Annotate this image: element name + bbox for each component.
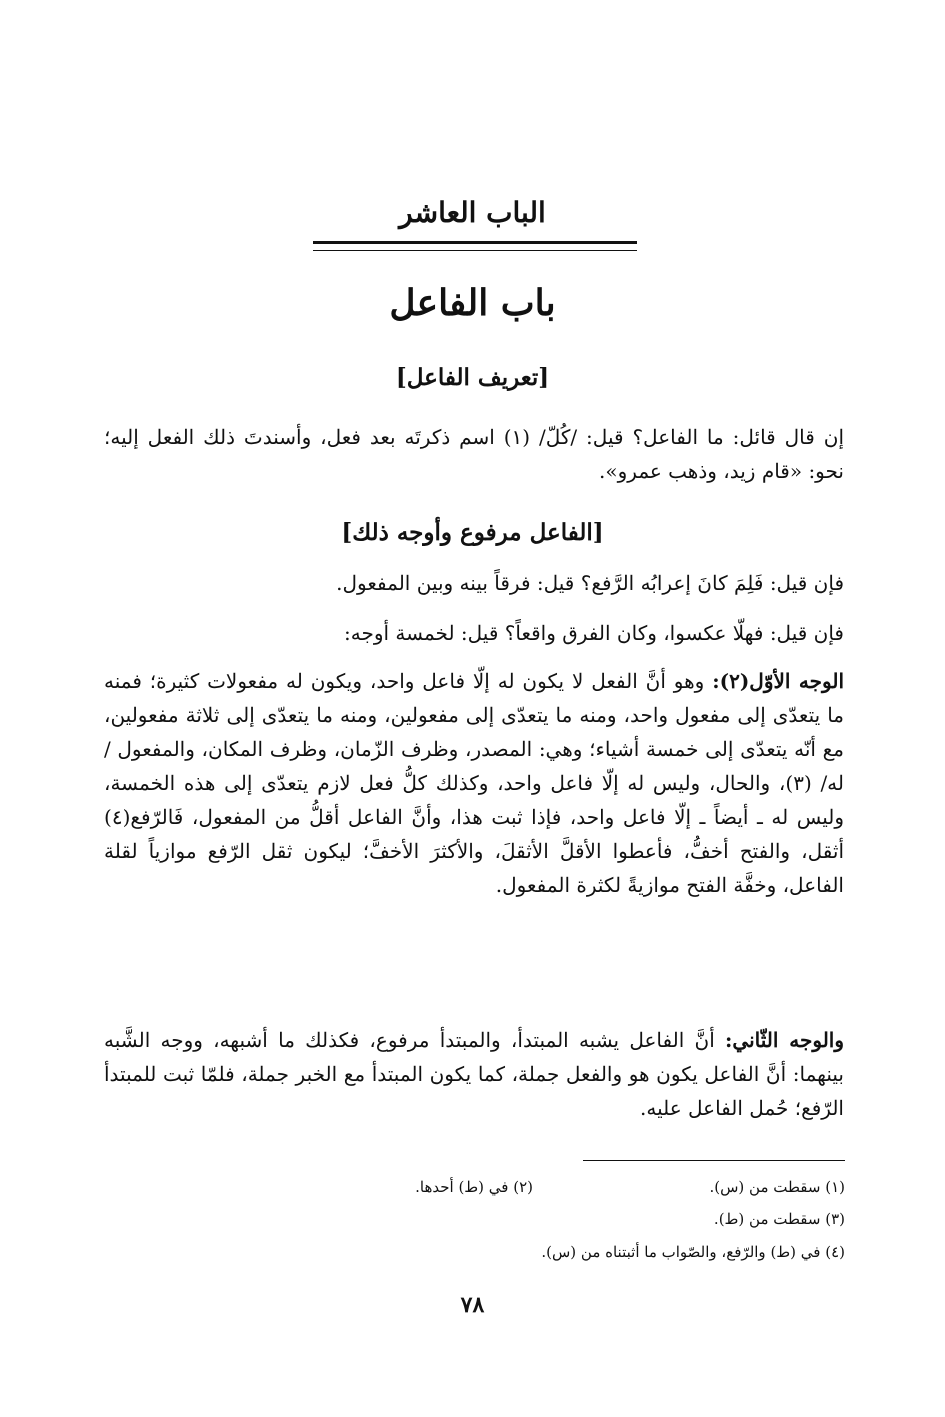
section-heading-definition: [تعريف الفاعل] xyxy=(395,364,550,391)
first-reason-paragraph xyxy=(104,664,844,902)
second-reason-text: أنَّ الفاعل يشبه المبتدأ، والمبتدأ مرفوع، فكذلك ما أشبهه، ووجه الشَّبه بينهما: أنَّ الفاعل يكون هو والفعل جملة، كما يكون المبتدأ مع الخبر جملة، فلمّا ثبت للمبتدأ الرّفع؛ حُمل الفاعل عليه. xyxy=(104,1028,844,1120)
first-reason-text: وهو أنَّ الفعل لا يكون له إلّا فاعل واحد، ويكون له مفعولات كثيرة؛ فمنه ما يتعدّى إلى مفعول واحد، ومنه ما يتعدّى إلى مفعولين، ومنه ما يتعدّى إلى ثلاثة مفعولين، مع أنّه يتعدّى إلى خمسة أشياء؛ وهي: المصدر، وظرف الزّمان، وظرف المكان، والمفعول / له/ (٣)، والحال، وليس له إلّا فاعل واحد، وكذلك كلُّ فعل لازم يتعدّى إلى هذه الخمسة، وليس له ـ أيضاً ـ إلّا فاعل واحد، فإذا ثبت هذا، وأنَّ الفاعل أقلُّ من المفعول، فَالرّفع(٤) أثقل، والفتح أخفُّ، فأعطوا الأقلَّ الأثقلَ، والأكثرَ الأخفَّ؛ ليكون ثقل الرّفع موازياً لقلة الفاعل، وخفَّة الفتح موازيةً لكثرة المفعول. xyxy=(104,669,844,897)
second-reason-lead: والوجه الثّاني: xyxy=(725,1028,844,1052)
page-number: ٧٨ xyxy=(460,1292,485,1318)
question-two: فإن قيل: فهلّا عكسوا، وكان الفرق واقعاً؟ قيل: لخمسة أوجه: xyxy=(344,621,844,645)
first-reason-lead: الوجه الأوّل(٢): xyxy=(712,669,844,693)
footnote-1: (١) سقطت من (س). xyxy=(709,1178,845,1196)
footnote-2: (٢) في (ط) أحدها. xyxy=(415,1178,533,1196)
footnote-3: (٣) سقطت من (ط). xyxy=(713,1210,845,1228)
main-heading: باب الفاعل xyxy=(389,282,556,324)
heading-double-rule xyxy=(313,241,637,251)
footnote-4: (٤) في (ط) والرّفع، والصّواب ما أثبتناه من (س). xyxy=(541,1243,845,1261)
footnote-divider xyxy=(583,1160,845,1161)
chapter-title: الباب العاشر xyxy=(399,196,546,229)
section-heading-nominative: [الفاعل مرفوع وأوجه ذلك] xyxy=(341,519,604,546)
definition-paragraph: إن قال قائل: ما الفاعل؟ قيل: /كُلّ/ (١) اسم ذكرتَه بعد فعل، وأسندتَ ذلك الفعل إليه؛ نحو: «قام زيد، وذهب عمرو». xyxy=(104,425,844,483)
question-one: فإن قيل: فَلِمَ كانَ إعرابُه الرَّفع؟ قيل: فرقاً بينه وبين المفعول. xyxy=(336,571,844,595)
second-reason-paragraph xyxy=(104,1023,844,1125)
